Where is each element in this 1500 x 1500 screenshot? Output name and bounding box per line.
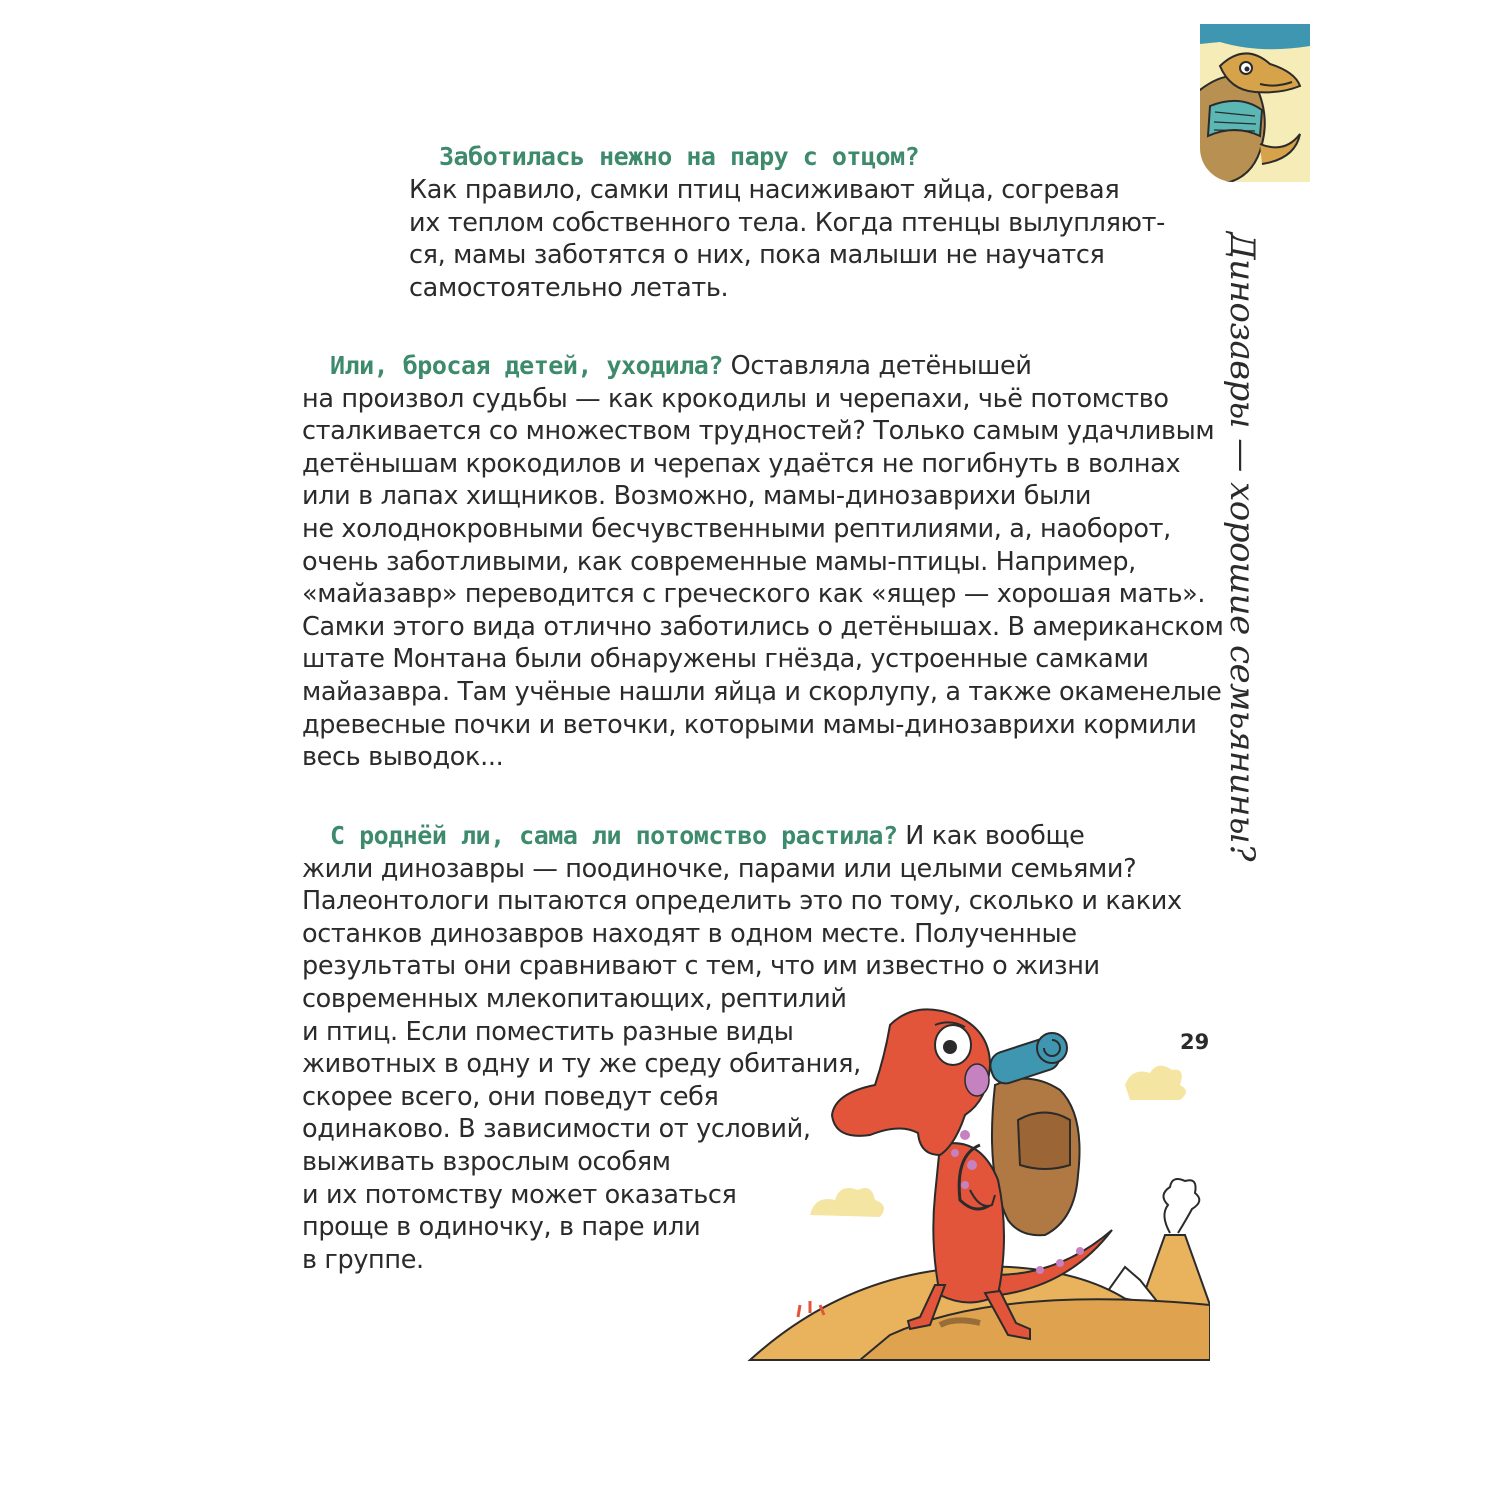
text-line: очень заботливыми, как современные мамы-птицы. Например, (302, 546, 1136, 577)
page-number: 29 (1180, 1030, 1210, 1054)
lead-line (302, 350, 1223, 383)
lead-text: И как вообще (905, 821, 1085, 851)
side-title: Динозавры — хорошие семьянины? (1222, 232, 1262, 861)
text-line: древесные почки и веточки, которыми мамы-динозаврихи кормили (302, 709, 1197, 740)
text-line: майазавра. Там учёные нашли яйца и скорлупу, а также окаменелые (302, 676, 1222, 707)
text-line: одинаково. В зависимости от условий, (302, 1114, 811, 1145)
section-parent-care (409, 140, 1165, 304)
text-line: ся, мамы заботятся о них, пока малыши не научатся (409, 240, 1105, 271)
lead-text: Оставляла детёнышей (730, 351, 1032, 381)
text-line: штате Монтана были обнаружены гнёзда, устроенные самками (302, 644, 1149, 675)
text-line: в группе. (302, 1244, 424, 1275)
text-line: проще в одиночку, в паре или (302, 1212, 701, 1243)
text-line: и их потомству может оказаться (302, 1179, 737, 1210)
text-line: современных млекопитающих, рептилий (302, 983, 847, 1014)
section-heading: С роднёй ли, сама ли потомство растила? (330, 821, 898, 850)
section-heading: Заботилась нежно на пару с отцом? (439, 142, 920, 171)
text-line: и птиц. Если поместить разные виды (302, 1016, 794, 1047)
text-line: Как правило, самки птиц насиживают яйца, согревая (409, 175, 1120, 205)
text-line: сталкивается со множеством трудностей? Только самым удачливым (302, 416, 1215, 447)
section-abandonment (302, 350, 1223, 774)
text-line: весь выводок... (302, 742, 504, 773)
text-line: на произвол судьбы — как крокодилы и черепахи, чьё потомство (302, 383, 1169, 414)
dinosaur-character-icon (1200, 24, 1310, 182)
text-line: Самки этого вида отлично заботились о детёнышах. В американском (302, 611, 1224, 642)
text-line: жили динозавры — поодиночке, парами или целыми семьями? (302, 853, 1137, 884)
text-line: не холоднокровными бесчувственными рептилиями, а, наоборот, (302, 513, 1171, 544)
section-heading: Или, бросая детей, уходила? (330, 351, 723, 380)
text-line: их теплом собственного тела. Когда птенцы вылупляют- (409, 207, 1166, 238)
lead-line (302, 820, 1182, 853)
corner-tab (1200, 24, 1310, 182)
text-line: или в лапах хищников. Возможно, мамы-динозаврихи были (302, 481, 1092, 512)
text-line: результаты они сравнивают с тем, что им известно о жизни (302, 951, 1100, 982)
text-line: животных в одну и ту же среду обитания, (302, 1049, 861, 1080)
text-line: останков динозавров находят в одном месте. Полученные (302, 918, 1077, 949)
text-line: скорее всего, они поведут себя (302, 1081, 719, 1112)
text-line: «майазавр» переводится с греческого как «ящер — хорошая мать». (302, 579, 1206, 610)
text-line: Палеонтологи пытаются определить это по тому, сколько и каких (302, 886, 1182, 917)
text-line: самостоятельно летать. (409, 272, 729, 303)
text-line: выживать взрослым особям (302, 1146, 671, 1177)
text-line: детёнышам крокодилов и черепах удаётся не погибнуть в волнах (302, 448, 1181, 479)
hiking-dinosaur-illustration (740, 1005, 1210, 1365)
